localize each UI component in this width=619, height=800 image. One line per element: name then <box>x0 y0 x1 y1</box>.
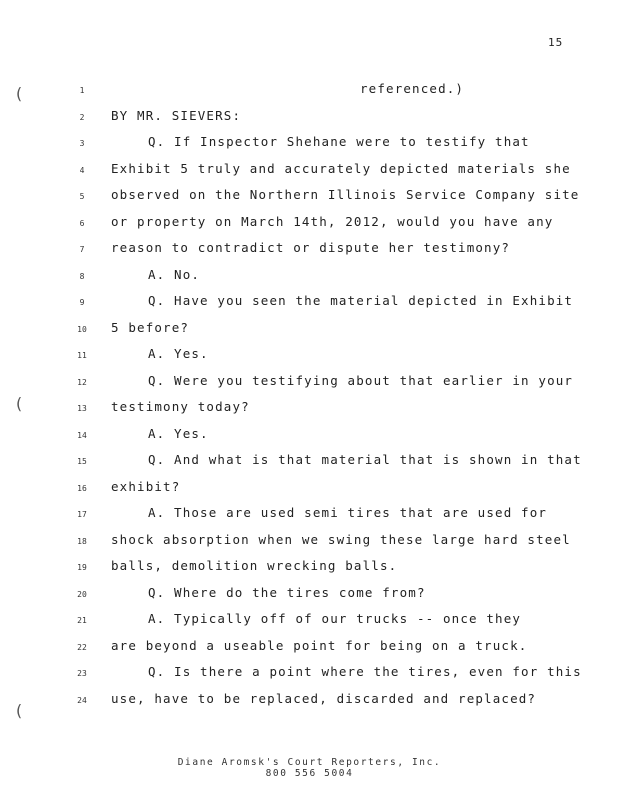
line-number: 1 <box>79 86 85 95</box>
transcript-line <box>0 584 619 611</box>
line-number: 2 <box>79 112 85 122</box>
transcript-line <box>0 637 619 664</box>
transcript-line <box>0 345 619 372</box>
transcript-line <box>0 292 619 319</box>
margin-mark: ( <box>14 394 24 413</box>
transcript-line <box>0 372 619 399</box>
margin-mark: ( <box>14 84 24 103</box>
line-text: Q. Is there a point where the tires, even for this <box>148 664 582 679</box>
line-number: 18 <box>77 536 87 546</box>
line-text: shock absorption when we swing these large hard steel <box>111 531 571 547</box>
line-number: 6 <box>79 218 85 228</box>
line-number: 8 <box>79 271 85 281</box>
page-number: 15 <box>548 36 564 49</box>
line-number: 19 <box>77 563 87 572</box>
line-text: testimony today? <box>111 399 250 414</box>
line-number: 5 <box>79 192 85 201</box>
line-text: A. Yes. <box>148 346 209 361</box>
line-number: 11 <box>77 351 87 360</box>
margin-mark: ( <box>14 701 24 720</box>
transcript-line <box>0 266 619 293</box>
line-number: 7 <box>79 245 85 254</box>
transcript-line <box>0 451 619 478</box>
line-number: 10 <box>77 324 87 334</box>
transcript-line <box>0 425 619 452</box>
line-text: exhibit? <box>111 478 181 494</box>
transcript-line <box>0 663 619 690</box>
line-text: Q. Where do the tires come from? <box>148 584 426 600</box>
line-number: 21 <box>77 616 87 625</box>
transcript-line <box>0 394 619 425</box>
line-text: 5 before? <box>111 319 190 335</box>
transcript-body <box>0 80 619 716</box>
transcript-line <box>0 610 619 637</box>
footer-phone: 800 556 5004 <box>265 768 354 779</box>
line-number: 23 <box>77 669 87 678</box>
line-text: observed on the Northern Illinois Service Company site <box>111 187 580 202</box>
transcript-line <box>0 531 619 558</box>
line-text: or property on March 14th, 2012, would you have any <box>111 213 554 229</box>
line-text: Q. If Inspector Shehane were to testify that <box>148 134 530 149</box>
line-number: 9 <box>79 298 85 307</box>
transcript-line <box>0 133 619 160</box>
line-text: A. No. <box>148 266 201 282</box>
transcript-line <box>0 80 619 107</box>
line-text: A. Yes. <box>148 425 209 441</box>
line-text: balls, demolition wrecking balls. <box>111 558 398 573</box>
line-text: referenced.) <box>360 81 465 96</box>
line-number: 22 <box>77 642 87 652</box>
transcript-line <box>0 239 619 266</box>
line-text: use, have to be replaced, discarded and replaced? <box>111 690 537 706</box>
line-number: 24 <box>77 695 87 705</box>
line-number: 13 <box>77 404 87 413</box>
transcript-line <box>0 160 619 187</box>
line-text: A. Those are used semi tires that are used for <box>148 505 548 520</box>
line-number: 16 <box>77 483 87 493</box>
line-number: 14 <box>77 430 87 440</box>
line-text: Q. Were you testifying about that earlier in your <box>148 372 574 388</box>
transcript-line <box>0 213 619 240</box>
transcript-line <box>0 478 619 505</box>
transcript-line <box>0 557 619 584</box>
line-text: reason to contradict or dispute her testimony? <box>111 240 511 255</box>
line-text: A. Typically off of our trucks -- once they <box>148 611 522 626</box>
line-text: Q. Have you seen the material depicted in Exhibit <box>148 293 574 308</box>
line-text: Exhibit 5 truly and accurately depicted materials she <box>111 160 571 176</box>
transcript-line <box>0 107 619 134</box>
transcript-line <box>0 319 619 346</box>
line-text: are beyond a useable point for being on a truck. <box>111 637 528 653</box>
transcript-line <box>0 186 619 213</box>
page-footer <box>0 757 619 779</box>
line-text: BY MR. SIEVERS: <box>111 107 242 123</box>
footer-company: Diane Aromsk's Court Reporters, Inc. <box>177 757 442 768</box>
transcript-line <box>0 504 619 531</box>
line-number: 3 <box>79 139 85 148</box>
line-number: 15 <box>77 457 87 466</box>
line-text: Q. And what is that material that is shown in that <box>148 452 582 467</box>
line-number: 12 <box>77 377 87 387</box>
line-number: 4 <box>79 165 85 175</box>
line-number: 17 <box>77 510 87 519</box>
line-number: 20 <box>77 589 87 599</box>
transcript-line <box>0 690 619 720</box>
